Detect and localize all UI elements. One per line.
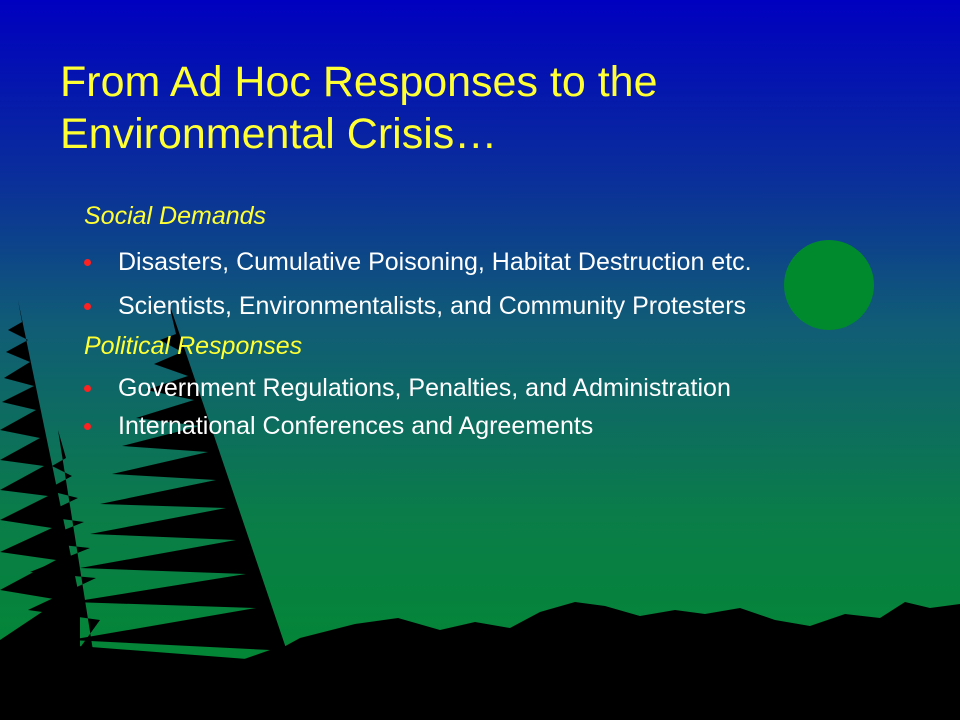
slide-title: From Ad Hoc Responses to the Environmental Crisis… [60,58,658,158]
bullet-item [84,372,884,404]
bullet-list-social-demands [84,246,884,322]
bullet-dot-icon [84,259,91,266]
bullet-item [84,410,884,442]
bullet-dot-icon [84,303,91,310]
section-heading-political-responses: Political Responses [84,332,303,360]
bullet-dot-icon [84,423,91,430]
bullet-dot-icon [84,385,91,392]
bullet-text: Government Regulations, Penalties, and Administration [118,374,731,402]
bullet-item [84,246,884,278]
bullet-text: Scientists, Environmentalists, and Community Protesters [118,292,747,320]
bullet-item [84,290,884,322]
slide-body [84,200,884,442]
section-heading-social-demands: Social Demands [84,202,267,230]
bullet-text: Disasters, Cumulative Poisoning, Habitat Destruction etc. [118,248,752,276]
bullet-text: International Conferences and Agreements [118,412,594,440]
bullet-list-political-responses [84,372,884,442]
